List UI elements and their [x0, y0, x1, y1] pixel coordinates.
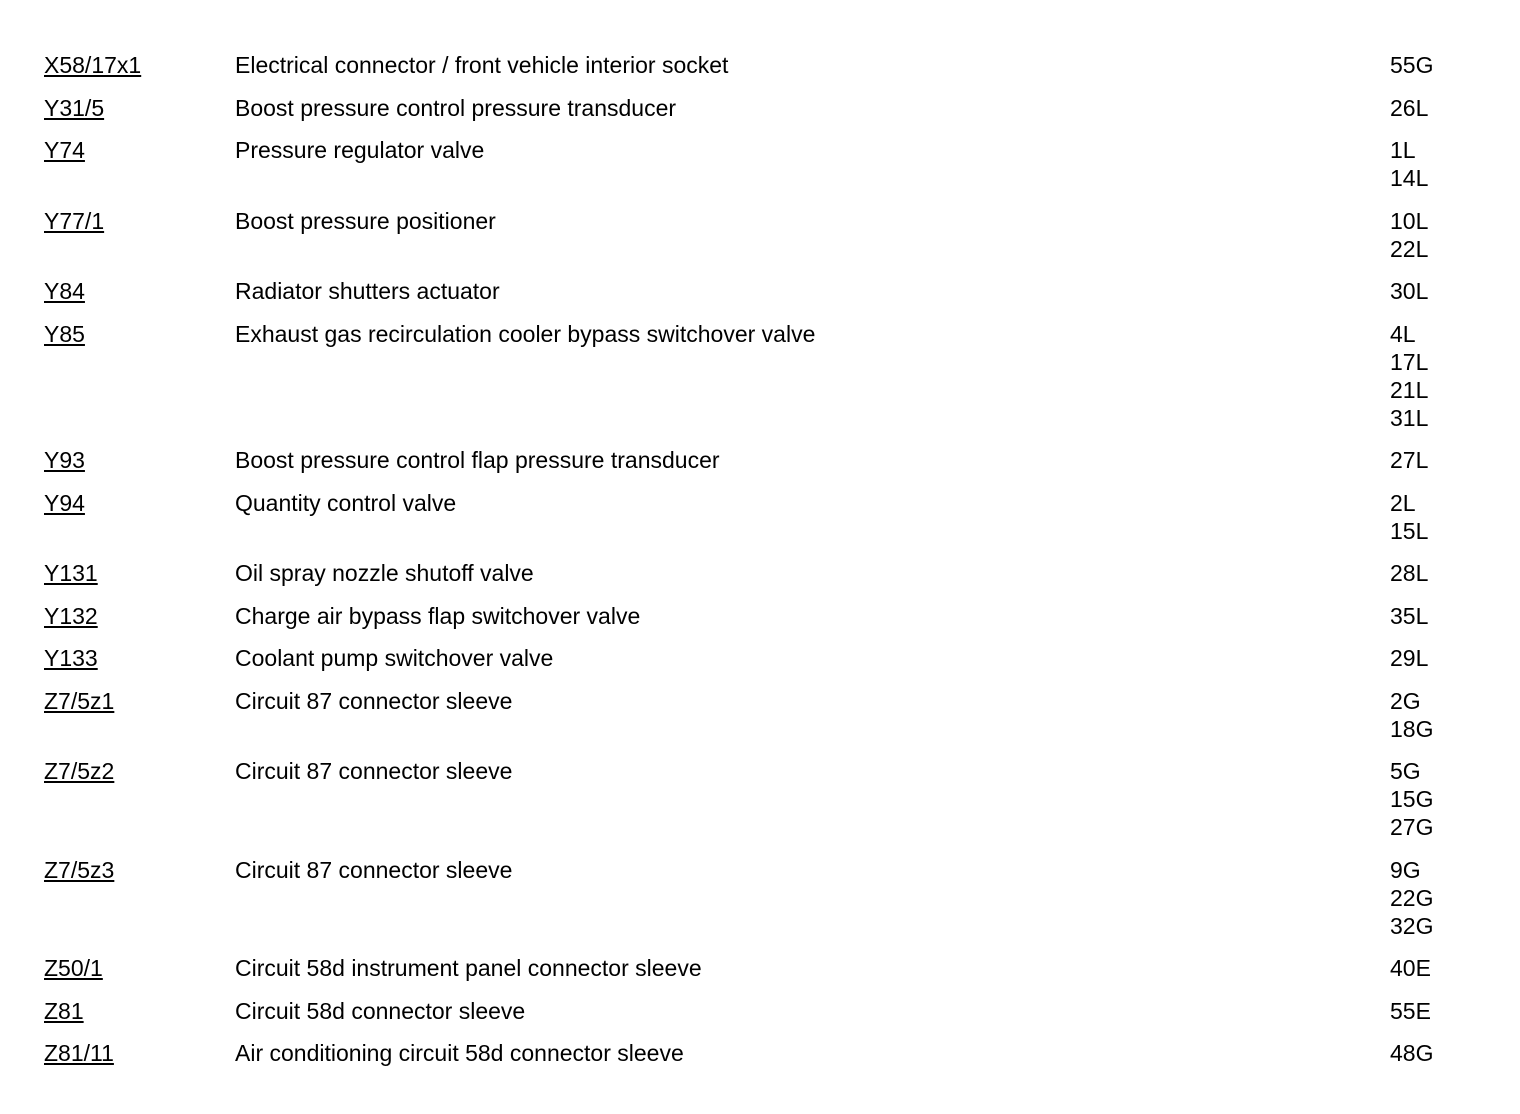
component-code-link[interactable]: Y85	[44, 320, 85, 347]
list-item	[44, 954, 1484, 982]
grid-locations	[1390, 602, 1484, 630]
component-description: Circuit 58d connector sleeve	[235, 997, 526, 1024]
grid-locations	[1390, 94, 1484, 122]
component-code-link[interactable]: Y94	[44, 489, 85, 516]
component-code-link[interactable]: Y74	[44, 137, 85, 163]
component-code-link[interactable]: Z7/5z1	[44, 687, 115, 714]
list-item	[44, 320, 1484, 432]
component-code-link[interactable]: Z7/5z2	[44, 758, 115, 784]
list-item	[44, 136, 1484, 192]
grid-location: 28L	[1390, 560, 1429, 586]
grid-location: 30L	[1390, 278, 1429, 304]
grid-locations	[1390, 136, 1484, 192]
grid-location: 26L	[1390, 94, 1429, 121]
component-description: Exhaust gas recirculation cooler bypass switchover valve	[235, 320, 816, 347]
list-item	[44, 856, 1484, 940]
grid-location: 2G	[1390, 687, 1421, 714]
grid-locations	[1390, 207, 1484, 263]
component-description: Air conditioning circuit 58d connector sleeve	[235, 1040, 684, 1066]
grid-locations	[1390, 446, 1484, 474]
grid-location: 48G	[1390, 1040, 1434, 1066]
component-description: Boost pressure control pressure transducer	[235, 94, 677, 121]
grid-locations	[1390, 559, 1484, 587]
grid-locations	[1390, 489, 1484, 545]
component-code-link[interactable]: Y84	[44, 278, 85, 304]
list-item	[44, 446, 1484, 474]
grid-location: 31L	[1390, 404, 1429, 431]
component-code-link[interactable]: Y132	[44, 602, 98, 629]
grid-location: 15G	[1390, 786, 1434, 812]
grid-location: 55G	[1390, 52, 1434, 78]
component-description: Oil spray nozzle shutoff valve	[235, 560, 534, 586]
grid-location: 40E	[1390, 955, 1431, 981]
component-code-link[interactable]: Z81/11	[44, 1040, 114, 1066]
component-description: Circuit 58d instrument panel connector sleeve	[235, 955, 702, 981]
grid-location: 17L	[1390, 348, 1429, 375]
grid-location: 55E	[1390, 997, 1431, 1024]
component-code-link[interactable]: Z7/5z3	[44, 856, 115, 883]
component-description: Boost pressure control flap pressure transducer	[235, 447, 720, 473]
list-item	[44, 559, 1484, 587]
grid-location: 18G	[1390, 715, 1434, 742]
component-description: Quantity control valve	[235, 489, 457, 516]
component-code-link[interactable]: Y133	[44, 645, 98, 671]
list-item	[44, 602, 1484, 630]
grid-location: 27L	[1390, 447, 1429, 473]
component-description: Circuit 87 connector sleeve	[235, 687, 513, 714]
grid-locations	[1390, 320, 1484, 432]
grid-locations	[1390, 1039, 1484, 1067]
grid-location: 35L	[1390, 602, 1429, 629]
component-list	[44, 51, 1484, 1082]
grid-location: 22L	[1390, 235, 1429, 262]
grid-location: 22G	[1390, 884, 1434, 911]
component-description: Pressure regulator valve	[235, 137, 485, 163]
grid-location: 29L	[1390, 645, 1429, 671]
component-description: Coolant pump switchover valve	[235, 645, 554, 671]
list-item	[44, 94, 1484, 122]
list-item	[44, 1039, 1484, 1067]
component-code-link[interactable]: Z50/1	[44, 955, 103, 981]
grid-location: 15L	[1390, 517, 1429, 544]
grid-location: 10L	[1390, 207, 1429, 234]
list-item	[44, 489, 1484, 545]
grid-location: 5G	[1390, 758, 1421, 784]
list-item	[44, 757, 1484, 841]
grid-location: 27G	[1390, 814, 1434, 840]
grid-locations	[1390, 277, 1484, 305]
grid-location: 2L	[1390, 489, 1416, 516]
component-description: Radiator shutters actuator	[235, 278, 500, 304]
grid-locations	[1390, 856, 1484, 940]
grid-location: 32G	[1390, 912, 1434, 939]
list-item	[44, 277, 1484, 305]
grid-locations	[1390, 687, 1484, 743]
component-code-link[interactable]: X58/17x1	[44, 52, 142, 78]
grid-locations	[1390, 954, 1484, 982]
list-item	[44, 51, 1484, 79]
grid-location: 1L	[1390, 137, 1416, 163]
grid-locations	[1390, 51, 1484, 79]
grid-locations	[1390, 757, 1484, 841]
grid-location: 14L	[1390, 165, 1429, 191]
component-code-link[interactable]: Z81	[44, 997, 84, 1024]
grid-location: 21L	[1390, 376, 1429, 403]
component-code-link[interactable]: Y77/1	[44, 207, 105, 234]
component-code-link[interactable]: Y131	[44, 560, 98, 586]
component-description: Circuit 87 connector sleeve	[235, 758, 513, 784]
list-item	[44, 997, 1484, 1025]
component-code-link[interactable]: Y31/5	[44, 94, 105, 121]
grid-locations	[1390, 644, 1484, 672]
list-item	[44, 644, 1484, 672]
component-description: Circuit 87 connector sleeve	[235, 856, 513, 883]
component-description: Charge air bypass flap switchover valve	[235, 602, 641, 629]
grid-locations	[1390, 997, 1484, 1025]
list-item	[44, 687, 1484, 743]
grid-location: 4L	[1390, 320, 1416, 347]
component-code-link[interactable]: Y93	[44, 447, 85, 473]
grid-location: 9G	[1390, 856, 1421, 883]
list-item	[44, 207, 1484, 263]
component-description: Boost pressure positioner	[235, 207, 496, 234]
component-description: Electrical connector / front vehicle interior socket	[235, 52, 729, 78]
